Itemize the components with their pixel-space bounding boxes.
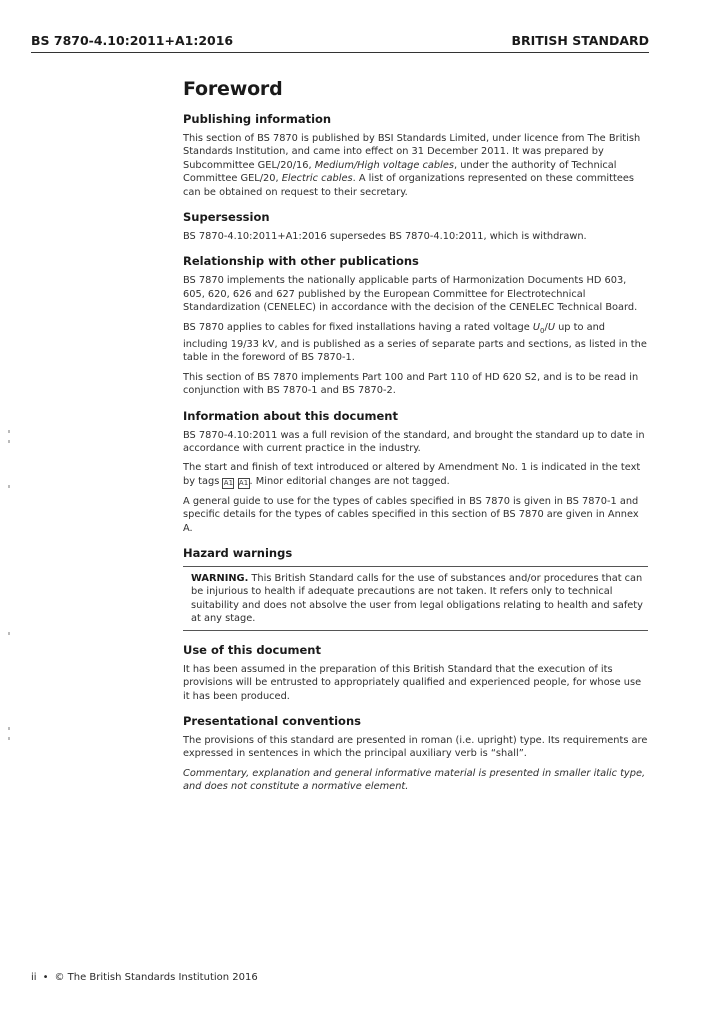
text-span: This section of BS 7870 is published by BSI Standards Limited, under licence from The British Standards Institution, and came into effect on 31 December 2011. It was prepared by Subcommittee GEL/20/16, [183,133,641,171]
hazard-warnings-heading: Hazard warnings [183,546,293,561]
voltage-subscript: 0 [540,326,545,335]
footer-bullet: • [42,972,49,983]
warning-paragraph [191,572,648,626]
conventions-paragraph-1: The provisions of this standard are presented in roman (i.e. upright) type. Its requirements are expressed in sentences in which the principal auxiliary verb is “shall”. [183,734,648,760]
header-rule [31,52,649,53]
page-title: Foreword [183,78,283,100]
relationship-paragraph-3: This section of BS 7870 implements Part 100 and Part 110 of HD 620 S2, and is to be read in conjunction with BS 7870-1 and BS 7870-2. [183,371,639,397]
text-span: . A list of organizations represented on these committees can be obtained on request to their secretary. [183,173,634,198]
warning-text: This British Standard calls for the use of substances and/or procedures that can be injurious to health if adequate precautions are not taken. It refers only to technical suitability and does not absolve the user from legal obligations relating to health and safety at any stage. [191,573,643,625]
british-standard-label: BRITISH STANDARD [511,33,649,48]
committee-name: Electric cables [281,173,353,185]
publishing-paragraph [183,132,648,199]
relationship-heading: Relationship with other publications [183,254,419,269]
use-paragraph: It has been assumed in the preparation of this British Standard that the execution of its provisions will be entrusted to appropriately qualified and experienced people, for whose use it has been produced. [183,663,642,702]
text-span: / [544,321,548,333]
margin-mark [8,727,10,730]
margin-mark [8,737,10,740]
conventions-paragraph-2: Commentary, explanation and general informative material is presented in smaller italic type, and does not constitute a normative element. [183,767,646,793]
margin-mark [8,485,10,488]
margin-mark [8,632,10,635]
text-span: BS 7870 applies to cables for fixed installations having a rated voltage [183,321,533,333]
standard-number: BS 7870-4.10:2011+A1:2016 [31,33,234,48]
supersession-section [183,210,648,243]
foreword-content [183,78,648,800]
margin-mark [8,440,10,443]
publishing-information-section [183,112,648,199]
information-section [183,409,648,535]
text-span: , under the authority of Technical Committee GEL/20, [183,159,617,185]
amendment-end-tag-icon: A1 [238,478,249,487]
page-number: ii [31,972,37,983]
margin-mark [8,430,10,433]
relationship-paragraph-1: BS 7870 implements the nationally applicable parts of Harmonization Documents HD 603, 605, 620, 626 and 627 published by the European Committee for Electrotechnical Standardization (CENELEC) in accordance with the decision of the CENELEC Technical Board. [183,275,638,314]
page-footer [31,972,258,983]
relationship-paragraph-2 [183,321,648,365]
text-span: up to and including 19/33 kV, and is published as a series of separate parts and sections, as listed in the table in the foreword of BS 7870-1. [183,321,647,364]
supersession-paragraph: BS 7870-4.10:2011+A1:2016 supersedes BS 7870-4.10:2011, which is withdrawn. [183,231,587,243]
use-heading: Use of this document [183,642,321,657]
text-span: The start and finish of text introduced or altered by Amendment No. 1 is indicated in the text by tags [183,462,641,487]
conventions-section [183,714,648,794]
voltage-symbol: U [532,321,541,333]
relationship-section [183,254,648,397]
hazard-warnings-section [183,546,648,631]
copyright-text: © The British Standards Institution 2016 [54,972,258,983]
conventions-heading: Presentational conventions [183,713,361,728]
information-paragraph-3: A general guide to use for the types of cables specified in BS 7870 is given in BS 7870-1 and specific details for the types of cables specified in this section of BS 7870 are given in Annex A. [183,495,639,534]
subcommittee-name: Medium/High voltage cables [314,159,454,171]
information-paragraph-1: BS 7870-4.10:2011 was a full revision of the standard, and brought the standard up to date in accordance with current practice in the industry. [183,429,645,455]
warning-box [183,566,648,631]
supersession-heading: Supersession [183,210,270,225]
use-section [183,643,648,703]
amendment-start-tag-icon: A1 [223,478,234,487]
text-span: . Minor editorial changes are not tagged. [249,475,450,487]
information-heading: Information about this document [183,408,398,423]
information-paragraph-2 [183,461,648,488]
publishing-information-heading: Publishing information [183,112,332,126]
warning-label: WARNING. [191,573,249,585]
voltage-symbol: U [547,321,555,333]
